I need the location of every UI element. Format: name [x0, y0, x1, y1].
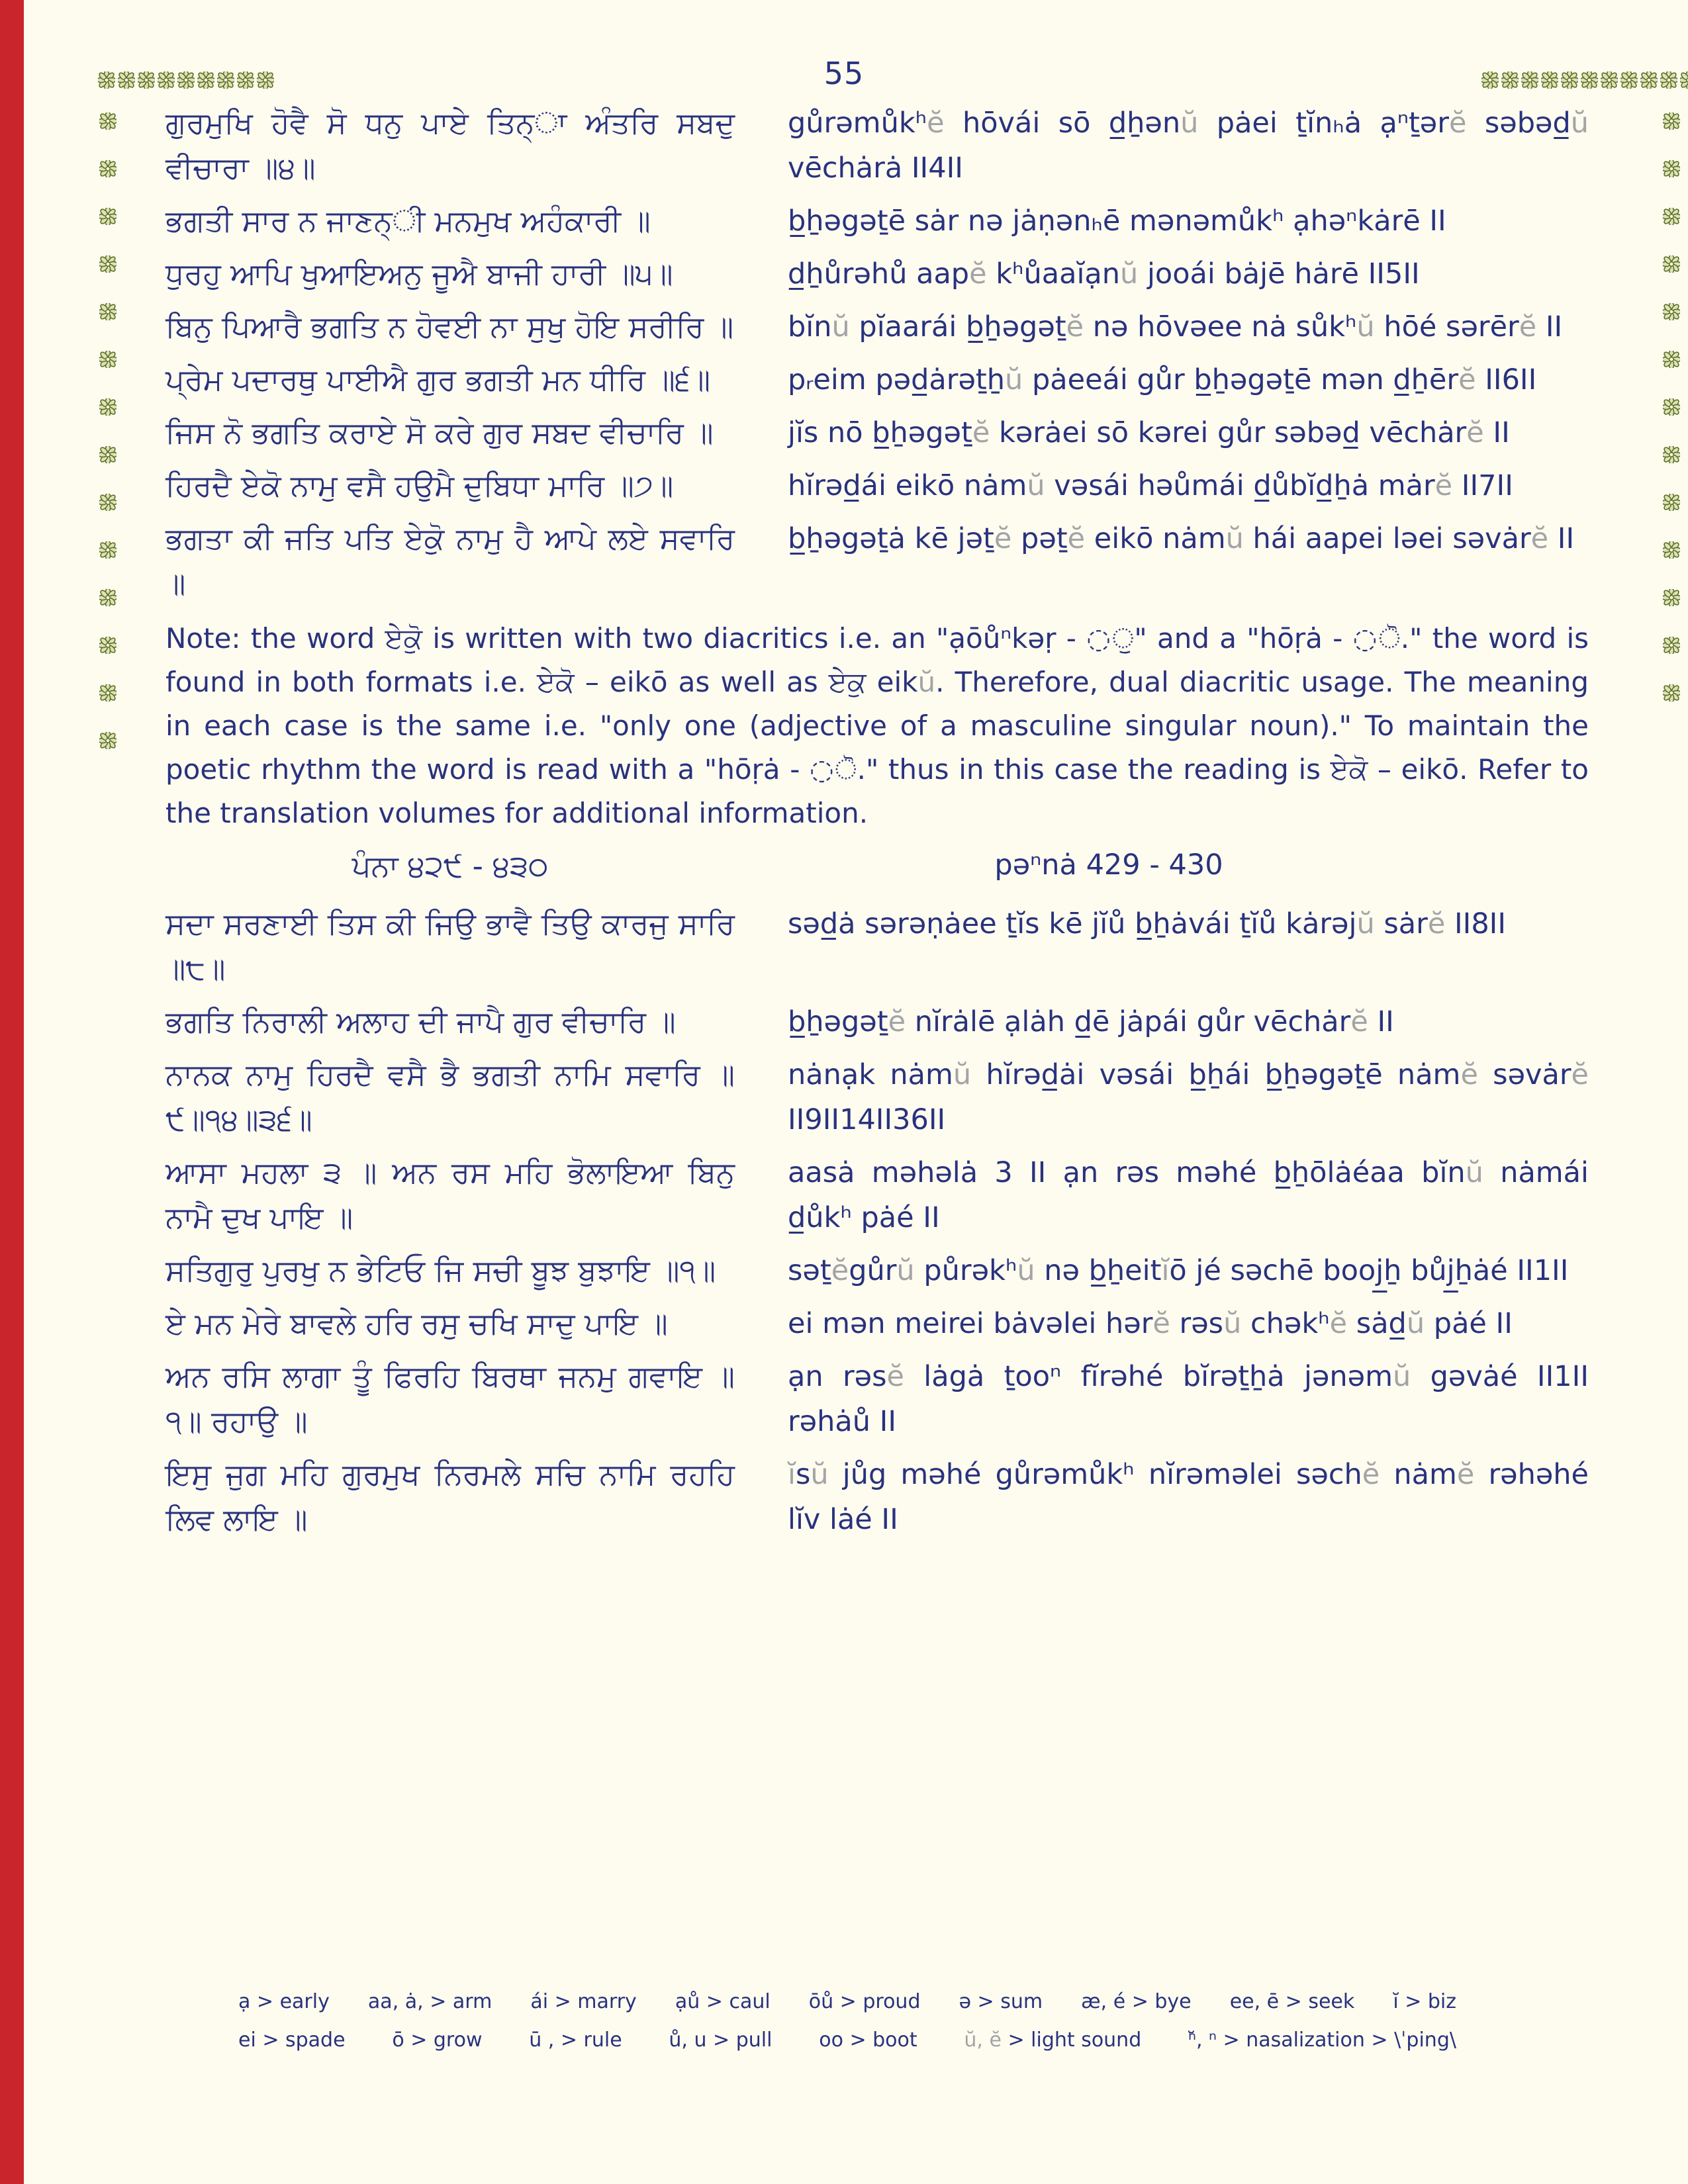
flower-ornament-icon	[1660, 71, 1677, 89]
transliteration-verse: jĭs nō b̲ẖəgəṯĕ kərȧei sō kərei gůr səbəd̲ vēchȧrĕ II	[788, 416, 1510, 449]
verse-row	[165, 1301, 1589, 1346]
flower-ornament-icon	[1640, 71, 1658, 89]
verse-row	[165, 1452, 1589, 1542]
transliteration-verse: səd̲ȧ sərəṇȧee ṯĭs kē jĭů b̲ẖȧvái ṯĭů kȧrəjŭ sȧrĕ II8II	[788, 907, 1507, 940]
verse-row	[165, 1150, 1589, 1240]
legend-item: aa, ȧ, > arm	[367, 1990, 492, 2013]
flower-ornament-icon	[1521, 71, 1538, 89]
flower-ornament-icon	[1541, 71, 1558, 89]
flower-ornament-icon	[99, 732, 117, 749]
legend-item: ĭ > biz	[1393, 1990, 1456, 2013]
verse-row	[165, 251, 1589, 296]
flower-ornament-icon	[177, 71, 195, 89]
legend-item: ạů > caul	[675, 1990, 771, 2013]
legend-item: ee, ē > seek	[1229, 1990, 1355, 2013]
gurmukhi-verse: ਭਗਤਾ ਕੀ ਜਤਿ ਪਤਿ ਏਕੋੁ ਨਾਮੁ ਹੈ ਆਪੇ ਲਏ ਸਵਾਰਿ ॥	[165, 521, 735, 601]
gurmukhi-verse: ਧੁਰਹੁ ਆਪਿ ਖੁਆਇਅਨੁ ਜੂਐ ਬਾਜੀ ਹਾਰੀ ॥੫॥	[165, 256, 673, 291]
flower-ornament-icon	[1663, 160, 1680, 177]
page-reference-translit: pəⁿnȧ 429 - 430	[994, 848, 1223, 882]
flower-ornament-icon	[1663, 494, 1680, 511]
transliteration-verse: ạn rəsĕ lȧgȧ ṯooⁿ fĭrəhé bĭrəṯẖȧ jənəmŭ gəvȧé II1II rəhȧů II	[788, 1360, 1589, 1438]
gurmukhi-verse: ਸਦਾ ਸਰਣਾਈ ਤਿਸ ਕੀ ਜਿਉ ਭਾਵੈ ਤਿਉ ਕਾਰਜੁ ਸਾਰਿ ॥੮॥	[165, 906, 735, 986]
legend-item: ái > marry	[530, 1990, 637, 2013]
flower-ornament-icon	[1561, 71, 1578, 89]
verse-row	[165, 101, 1589, 191]
flower-ornament-icon	[1663, 113, 1680, 130]
gurmukhi-verse: ਹਿਰਦੈ ਏਕੋ ਨਾਮੁ ਵਸੈ ਹਉਮੈ ਦੁਬਿਧਾ ਮਾਰਿ ॥੭॥	[165, 468, 674, 503]
transliteration-verse: b̲ẖəgəṯē sȧr nə jȧṇənₕē mənəmůkʰ ạhəⁿkȧrē II	[788, 205, 1446, 238]
flower-ornament-icon	[1663, 541, 1680, 559]
transliteration-verse: ei mən meirei bȧvəlei hərĕ rəsŭ chəkʰĕ sȧd̲ŭ pȧé II	[788, 1307, 1513, 1340]
flower-ornament-icon	[99, 208, 117, 225]
legend-row	[238, 1991, 1456, 2013]
gurmukhi-verse: ਇਸੁ ਜੁਗ ਮਹਿ ਗੁਰਮੁਖ ਨਿਰਮਲੇ ਸਚਿ ਨਾਮਿ ਰਹਹਿ ਲਿਵ ਲਾਇ ॥	[165, 1457, 735, 1537]
ornament-column-left	[99, 113, 117, 749]
gurmukhi-verse: ਅਨ ਰਸਿ ਲਾਗਾ ਤੂੰ ਫਿਰਹਿ ਬਿਰਥਾ ਜਨਮੁ ਗਵਾਇ ॥੧॥ ਰਹਾਉ ॥	[165, 1359, 735, 1439]
transliteration-verse: aasȧ məhəlȧ 3 II ạn rəs məhé b̲ẖōlȧéaa bĭnŭ nȧmái d̲ůkʰ pȧé II	[788, 1156, 1589, 1234]
transliteration-verse: b̲ẖəgəṯȧ kē jəṯĕ pəṯĕ eikō nȧmŭ hái aapei ləei səvȧrĕ II	[788, 522, 1575, 555]
transliteration-verse: pᵣeim pəd̲ȧrəṯẖŭ pȧeeái gůr b̲ẖəgəṯē mən d̲ẖērĕ II6II	[788, 363, 1537, 396]
legend-row	[238, 2029, 1456, 2052]
flower-ornament-icon	[1663, 398, 1680, 416]
gurmukhi-verse: ਬਿਨੁ ਪਿਆਰੈ ਭਗਤਿ ਨ ਹੋਵਈ ਨਾ ਸੁਖੁ ਹੋਇ ਸਰੀਰਿ ॥	[165, 309, 734, 344]
flower-ornament-icon	[99, 160, 117, 177]
gurmukhi-verse: ਜਿਸ ਨੋ ਭਗਤਿ ਕਰਾਏ ਸੋ ਕਰੇ ਗੁਰ ਸਬਦ ਵੀਚਾਰਿ ॥	[165, 415, 714, 450]
flower-ornament-icon	[99, 684, 117, 702]
flower-ornament-icon	[118, 71, 135, 89]
flower-ornament-icon	[197, 71, 214, 89]
flower-ornament-icon	[257, 71, 274, 89]
note-paragraph: Note: the word ਏਕੋੁ is written with two diacritics i.e. an "ạōůⁿkəṛ - ◌ੁ" and a "hōṛȧ - ◌ੋ." the word is found in both formats i.e. ਏਕੋ – eikō as well as ਏਕੁ eikŭ. Therefore, dual diacritic usage. The meaning in each case is the same i.e. "only one (adjective of a masculine singular noun)." To maintain the poetic rhythm the word is read with a "hōṛȧ - ◌ੋ." thus in this case the reading is ਏਕੋ – eikō. Refer to the translation volumes for additional information.	[165, 622, 1589, 829]
transliteration-verse: b̲ẖəgəṯĕ nĭrȧlē ạlȧh d̲ē jȧpái gůr vēchȧrĕ II	[788, 1005, 1394, 1038]
verse-row	[165, 1248, 1589, 1293]
flower-ornament-icon	[1680, 71, 1688, 89]
flower-ornament-icon	[1620, 71, 1638, 89]
verse-row	[165, 304, 1589, 349]
transliteration-verse: hĭrəd̲ái eikō nȧmŭ vəsái həůmái d̲ůbĭd̲ẖȧ mȧrĕ II7II	[788, 469, 1513, 502]
flower-ornament-icon	[1663, 589, 1680, 606]
verse-row	[165, 1052, 1589, 1142]
verse-row	[165, 463, 1589, 508]
flower-ornament-icon	[99, 255, 117, 273]
transliteration-verse: ĭsŭ jůg məhé gůrəmůkʰ nĭrəməlei səchĕ nȧmĕ rəhəhé lĭv lȧé II	[788, 1458, 1589, 1536]
flower-ornament-icon	[158, 71, 175, 89]
flower-ornament-icon	[98, 71, 115, 89]
flower-ornament-icon	[99, 589, 117, 606]
verse-row	[165, 1354, 1589, 1444]
flower-ornament-icon	[1663, 351, 1680, 368]
transliteration-verse: səṯĕgůrŭ půrəkʰŭ nə b̲ẖeitĭō jé səchē booj̲ẖ bůj̲ẖȧé II1II	[788, 1254, 1569, 1287]
flower-ornament-icon	[1663, 208, 1680, 225]
gurmukhi-verse: ਪ੍ਰੇਮ ਪਦਾਰਥੁ ਪਾਈਐ ਗੁਰ ਭਗਤੀ ਮਨ ਧੀਰਿ ॥੬॥	[165, 362, 711, 397]
gurmukhi-verse: ਸਤਿਗੁਰੁ ਪੁਰਖੁ ਨ ਭੇਟਿਓ ਜਿ ਸਚੀ ਬੂਝ ਬੁਝਾਇ ॥੧॥	[165, 1253, 716, 1288]
verse-row	[165, 199, 1589, 244]
gurmukhi-verse: ਏ ਮਨ ਮੇਰੇ ਬਾਵਲੇ ਹਰਿ ਰਸੁ ਚਖਿ ਸਾਦੁ ਪਾਇ ॥	[165, 1306, 668, 1341]
page-content	[165, 101, 1589, 1550]
legend-item: ō > grow	[392, 2028, 483, 2052]
flower-ornament-icon	[217, 71, 234, 89]
ornament-row-top-right	[1481, 71, 1688, 89]
gurmukhi-verse: ਗੁਰਮੁਖਿ ਹੋਵੈ ਸੋ ਧਨੁ ਪਾਏ ਤਿਨ੍ਾ ਅੰਤਰਿ ਸਬਦੁ ਵੀਚਾਰਾ ॥੪॥	[165, 105, 735, 185]
page-edge-bar	[0, 0, 24, 2184]
page-reference-row	[165, 848, 1589, 884]
verse-row	[165, 410, 1589, 455]
legend-item: æ, é > bye	[1081, 1990, 1192, 2013]
gurmukhi-verse: ਆਸਾ ਮਹਲਾ ੩ ॥ ਅਨ ਰਸ ਮਹਿ ਭੋਲਾਇਆ ਬਿਨੁ ਨਾਮੈ ਦੁਖ ਪਾਇ ॥	[165, 1155, 735, 1235]
flower-ornament-icon	[1663, 303, 1680, 320]
flower-ornament-icon	[138, 71, 155, 89]
flower-ornament-icon	[99, 351, 117, 368]
verse-row	[165, 357, 1589, 402]
gurmukhi-verse: ਭਗਤੀ ਸਾਰ ਨ ਜਾਣਨ੍ੀ ਮਨਮੁਖ ਅਹੰਕਾਰੀ ॥	[165, 203, 651, 238]
flower-ornament-icon	[99, 113, 117, 130]
transliteration-verse: nȧnạk nȧmŭ hĭrəd̲ȧi vəsái b̲ẖái b̲ẖəgəṯē nȧmĕ səvȧrĕ II9II14II36II	[788, 1058, 1589, 1136]
legend-item: ə > sum	[959, 1990, 1043, 2013]
verse-row	[165, 516, 1589, 606]
transliteration-verse: bĭnŭ pĭaarái b̲ẖəgəṯĕ nə hōvəee nȧ sůkʰŭ hōé sərērĕ II	[788, 310, 1563, 343]
transliteration-verse: d̲ẖůrəhů aapĕ kʰůaaĭạnŭ jooái bȧjē hȧrē II5II	[788, 257, 1420, 291]
legend-item: ei > spade	[238, 2028, 346, 2052]
flower-ornament-icon	[1481, 71, 1499, 89]
legend-item: ů, u > pull	[669, 2028, 773, 2052]
flower-ornament-icon	[99, 446, 117, 463]
page-number: 55	[823, 56, 865, 91]
flower-ornament-icon	[1663, 637, 1680, 654]
flower-ornament-icon	[1601, 71, 1618, 89]
ornament-row-top-left	[98, 71, 274, 89]
flower-ornament-icon	[1501, 71, 1519, 89]
flower-ornament-icon	[237, 71, 254, 89]
legend-item: ⁿ̆, ⁿ > nasalization > \ˈping\	[1188, 2028, 1456, 2052]
legend-item: oo > boot	[819, 2028, 917, 2052]
flower-ornament-icon	[1581, 71, 1598, 89]
gurmukhi-verse: ਭਗਤਿ ਨਿਰਾਲੀ ਅਲਾਹ ਦੀ ਜਾਪੈ ਗੁਰ ਵੀਚਾਰਿ ॥	[165, 1004, 676, 1039]
verse-row	[165, 999, 1589, 1044]
legend-item: ōů > proud	[808, 1990, 921, 2013]
transliteration-verse: gůrəmůkʰĕ hōvái sō d̲ẖənŭ pȧei ṯĭnₕȧ ạⁿṯərĕ səbəd̲ŭ vēchȧrȧ II4II	[788, 107, 1589, 185]
flower-ornament-icon	[99, 541, 117, 559]
flower-ornament-icon	[99, 494, 117, 511]
flower-ornament-icon	[1663, 255, 1680, 273]
verse-row	[165, 901, 1589, 991]
flower-ornament-icon	[1663, 684, 1680, 702]
flower-ornament-icon	[99, 398, 117, 416]
pronunciation-legend	[238, 1991, 1456, 2068]
legend-item: ŭ, ĕ > light sound	[964, 2028, 1142, 2052]
flower-ornament-icon	[99, 637, 117, 654]
gurmukhi-verse: ਨਾਨਕ ਨਾਮੁ ਹਿਰਦੈ ਵਸੈ ਭੈ ਭਗਤੀ ਨਾਮਿ ਸਵਾਰਿ ॥੯॥੧੪॥੩੬॥	[165, 1057, 735, 1137]
flower-ornament-icon	[99, 303, 117, 320]
legend-item: ū , > rule	[529, 2028, 622, 2052]
legend-item: ạ > early	[238, 1990, 330, 2013]
page-reference-gurmukhi: ਪੰਨਾ ੪੨੯ - ੪੩੦	[352, 848, 549, 884]
flower-ornament-icon	[1663, 446, 1680, 463]
ornament-column-right	[1663, 113, 1680, 702]
